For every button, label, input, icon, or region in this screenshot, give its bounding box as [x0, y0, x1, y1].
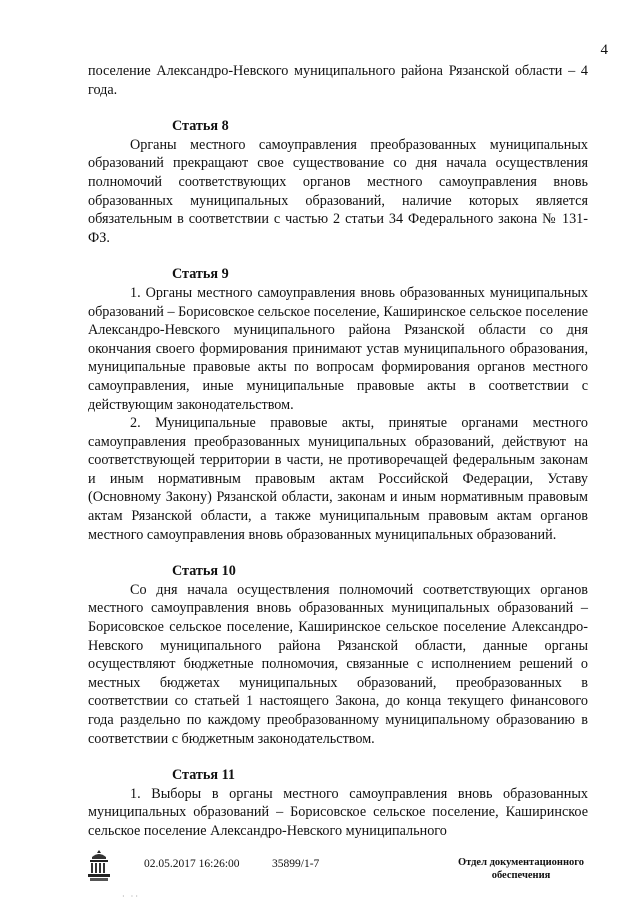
article-8-title: Статья 8 [172, 118, 229, 135]
footer-department [446, 856, 596, 882]
article-9-paragraph-1: 1. Органы местного самоуправления вновь образованных муниципальных образований – Борисовское сельское поселение, Каширинское сельское поселение Александро-Невского муниципального района Рязанской области со дня окончания своего формирования принимают устав муниципального образования, муниципальные правовые акты по вопросам формирования органов местного самоуправления, иные муниципальные правовые акты в соответствии с действующим законодательством. [88, 284, 588, 413]
document-body [88, 62, 588, 841]
footer-document-number: 35899/1-7 [272, 858, 320, 870]
article-11-title: Статья 11 [172, 767, 236, 784]
duma-emblem-icon [86, 848, 112, 882]
page-footer [86, 848, 596, 888]
article-11-paragraph-1: 1. Выборы в органы местного самоуправления вновь образованных муниципальных образований – Борисовское сельское поселение, Каширинское сельское поселение Александро-Невского муниципального [88, 785, 588, 839]
footer-date: 02.05.2017 16:26:00 [144, 858, 240, 870]
footer-department-line-1: Отдел документационного [457, 857, 585, 868]
page-number: 4 [600, 42, 608, 58]
article-10-title: Статья 10 [172, 563, 236, 580]
article-8-paragraph-1: Органы местного самоуправления преобразованных муниципальных образований прекращают свое существование со дня начала осуществления полномочий соответствующих органов местного самоуправления вновь образованных муниципальных образований, наличие которых является обязательным в соответствии с частью 2 статьи 34 Федерального закона № 131-ФЗ. [88, 136, 588, 246]
footer-department-line-2: обеспечения [491, 870, 551, 881]
article-10-paragraph-1: Со дня начала осуществления полномочий соответствующих органов местного самоуправления вновь образованных муниципальных образований – Борисовское сельское поселение, Каширинское сельское поселение Александро-Невского муниципального района Рязанской области, данные органы осуществляют бюджетные полномочия, связанные с исполнением решений о местных бюджетах муниципальных образований, преобразованных в соответствии со статьей 1 настоящего Закона, до конца текущего финансового года раздельно по каждому преобразованному муниципальному образованию в соответствии с бюджетным законодательством. [88, 581, 588, 747]
intro-paragraph: поселение Александро-Невского муниципального района Рязанской области – 4 года. [88, 63, 588, 98]
scan-artifact: · ·· [122, 892, 140, 901]
article-9-paragraph-2: 2. Муниципальные правовые акты, принятые органами местного самоуправления преобразованных муниципальных образований, действуют на соответствующей территории в части, не противоречащей федеральным законам и иным нормативным правовым актам Российской Федерации, Уставу (Основному Закону) Рязанской области, законам и иным нормативным правовым актам Рязанской области, а также муниципальным правовым актам органов местного самоуправления вновь образованных муниципальных образований. [88, 415, 588, 543]
article-9-title: Статья 9 [172, 266, 229, 283]
